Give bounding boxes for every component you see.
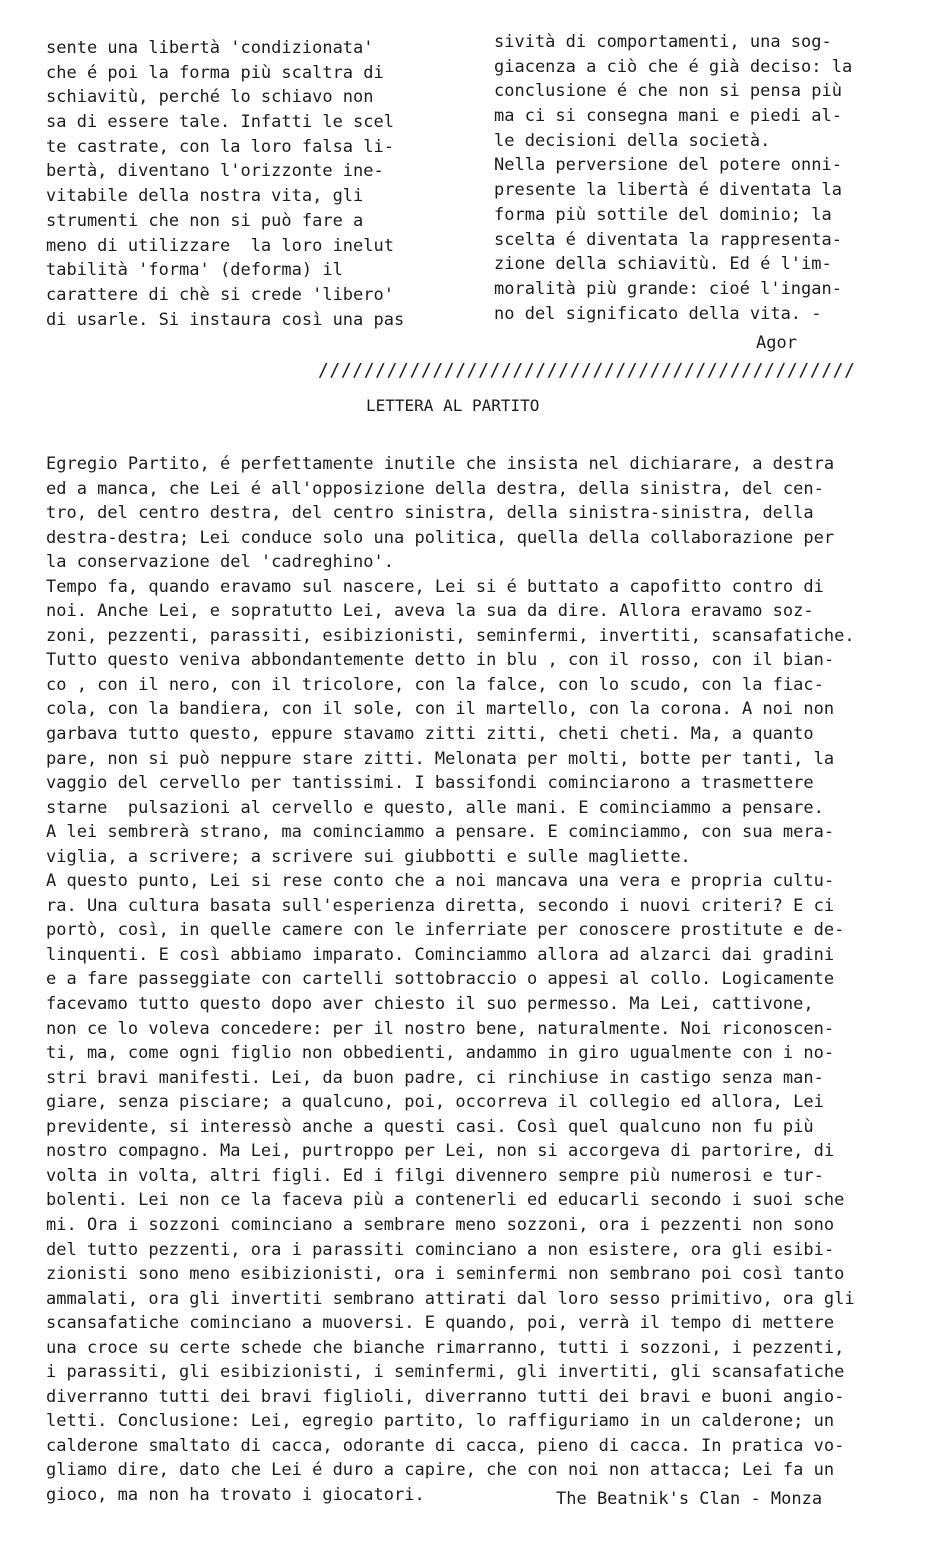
text-line: una croce su certe schede che bianche rimarranno, tutti i sozzoni, i pezzenti,	[46, 1337, 845, 1358]
text-line: ra. Una cultura basata sull'esperienza diretta, secondo i nuovi criteri? E ci	[46, 895, 835, 916]
text-line: scelta é diventata la rappresenta-	[494, 229, 842, 250]
text-line: mi. Ora i sozzoni cominciano a sembrare meno sozzoni, ora i pezzenti non sono	[46, 1214, 835, 1235]
text-line: calderone smaltato di cacca, odorante di cacca, pieno di cacca. In pratica vo-	[46, 1435, 845, 1456]
text-line: stri bravi manifesti. Lei, da buon padre, ci rinchiuse in castigo senza man-	[46, 1067, 824, 1088]
text-line: forma più sottile del dominio; la	[494, 204, 832, 225]
text-line: pare, non si può neppure stare zitti. Melonata per molti, botte per tanti, la	[46, 748, 835, 769]
text-line: nostro compagno. Ma Lei, purtroppo per Lei, non si accorgeva di partorire, di	[46, 1141, 835, 1162]
text-line: la conservazione del 'cadreghino'.	[46, 552, 394, 573]
text-line: ma ci si consegna mani e piedi al-	[494, 106, 842, 127]
text-line: Nella perversione del potere onni-	[494, 155, 842, 176]
text-line: Tempo fa, quando eravamo sul nascere, Lei si é buttato a capofitto contro di	[46, 576, 824, 597]
text-line: co , con il nero, con il tricolore, con la falce, con lo scudo, con la fiac-	[46, 674, 824, 695]
text-line: starne pulsazioni al cervello e questo, alle mani. E cominciammo a pensare.	[46, 797, 824, 818]
text-line: bertà, diventano l'orizzonte ine-	[46, 161, 384, 182]
letter-body	[46, 452, 926, 1508]
text-line: gliamo dire, dato che Lei é duro a capire, che con noi non attacca; Lei fa un	[46, 1460, 835, 1481]
text-line: strumenti che non si può fare a	[46, 210, 364, 231]
text-line: te castrate, con la loro falsa li-	[46, 136, 394, 157]
text-line: cola, con la bandiera, con il sole, con il martello, con la corona. A noi non	[46, 699, 835, 720]
text-line: diverranno tutti dei bravi figlioli, diverranno tutti dei bravi e buoni angio-	[46, 1386, 845, 1407]
text-line: A questo punto, Lei si rese conto che a noi mancava una vera e propria cultu-	[46, 871, 835, 892]
text-line: bolenti. Lei non ce la faceva più a contenerli ed educarli secondo i suoi sche	[46, 1190, 845, 1211]
text-line: zione della schiavitù. Ed é l'im-	[494, 254, 832, 275]
text-line: facevamo tutto questo dopo aver chiesto il suo permesso. Ma Lei, cattivone,	[46, 994, 814, 1015]
text-line: schiavitù, perché lo schiavo non	[46, 87, 374, 108]
text-line: destra-destra; Lei conduce solo una politica, quella della collaborazione per	[46, 527, 835, 548]
article-left-column	[46, 36, 456, 332]
text-line: e a fare passeggiate con cartelli sottobraccio o appesi al collo. Logicamente	[46, 969, 835, 990]
text-line: no del significato della vita. -	[494, 303, 822, 324]
text-line: noi. Anche Lei, e sopratutto Lei, aveva la sua da dire. Allora eravamo soz-	[46, 601, 814, 622]
text-line: non ce lo voleva concedere: per il nostro bene, naturalmente. Noi riconoscen-	[46, 1018, 835, 1039]
text-line: viglia, a scrivere; a scrivere sui giubbotti e sulle magliette.	[46, 846, 691, 867]
text-line: ti, ma, come ogni figlio non obbedienti, andammo in giro ugualmente con i no-	[46, 1043, 835, 1064]
article-right-column	[494, 30, 914, 326]
text-line: sa di essere tale. Infatti le scel	[46, 112, 394, 133]
text-line: giare, senza pisciare; a qualcuno, poi, occorreva il collegio ed allora, Lei	[46, 1092, 824, 1113]
text-line: A lei sembrerà strano, ma cominciammo a pensare. E cominciammo, con sua mera-	[46, 822, 835, 843]
text-line: letti. Conclusione: Lei, egregio partito, lo raffiguriamo in un calderone; un	[46, 1411, 835, 1432]
text-line: i parassiti, gli esibizionisti, i seminfermi, gli invertiti, gli scansafatiche	[46, 1362, 845, 1383]
text-line: portò, così, in quelle camere con le inferriate per conoscere prostitute e de-	[46, 920, 845, 941]
text-line: ed a manca, che Lei é all'opposizione della destra, della sinistra, del cen-	[46, 478, 824, 499]
text-line: linquenti. E così abbiamo imparato. Cominciammo allora ad alzarci dai gradini	[46, 944, 835, 965]
text-line: meno di utilizzare la loro inelut	[46, 235, 394, 256]
text-line: Tutto questo veniva abbondantemente detto in blu , con il rosso, con il bian-	[46, 650, 835, 671]
text-line: vitabile della nostra vita, gli	[46, 186, 364, 207]
text-line: le decisioni della società.	[494, 130, 771, 151]
text-line: carattere di chè si crede 'libero'	[46, 284, 394, 305]
text-line: sività di comportamenti, una sog-	[494, 32, 832, 52]
text-line: vaggio del cervello per tantissimi. I bassifondi cominciarono a trasmettere	[46, 773, 814, 794]
text-line: previdente, si interessò anche a questi casi. Così quel qualcuno non fu più	[46, 1116, 814, 1137]
text-line: di usarle. Si instaura così una pas	[46, 309, 405, 330]
text-line: Egregio Partito, é perfettamente inutile che insista nel dichiarare, a destra	[46, 454, 835, 474]
text-line: del tutto pezzenti, ora i parassiti cominciano a non esistere, ora gli esibi-	[46, 1239, 835, 1260]
text-line: conclusione é che non si pensa più	[494, 81, 842, 102]
text-line: volta in volta, altri figli. Ed i filgi divennero sempre più numerosi e tur-	[46, 1165, 824, 1186]
text-line: giacenza a ciò che é già deciso: la	[494, 56, 853, 77]
text-line: zionisti sono meno esibizionisti, ora i seminfermi non sembrano poi così tanto	[46, 1264, 845, 1285]
text-line: zoni, pezzenti, parassiti, esibizionisti, seminfermi, invertiti, scansafatiche.	[46, 625, 855, 646]
text-line: gioco, ma non ha trovato i giocatori.	[46, 1484, 425, 1505]
text-line: tro, del centro destra, del centro sinistra, della sinistra-sinistra, della	[46, 503, 814, 524]
text-line: tabilità 'forma' (deforma) il	[46, 260, 343, 281]
text-line: moralità più grande: cioé l'ingan-	[494, 278, 842, 299]
text-line: presente la libertà é diventata la	[494, 180, 842, 201]
letter-signature: The Beatnik's Clan - Monza	[556, 1489, 823, 1509]
text-line: che é poi la forma più scaltra di	[46, 62, 384, 83]
text-line: garbava tutto questo, eppure stavamo zitti zitti, cheti cheti. Ma, a quanto	[46, 724, 814, 745]
text-line: scansafatiche cominciano a muoversi. E quando, poi, verrà il tempo di mettere	[46, 1313, 835, 1334]
section-separator: ///////////////////////////////////////////////	[318, 360, 856, 381]
text-line: ammalati, ora gli invertiti sembrano attirati dal loro sesso primitivo, ora gli	[46, 1288, 855, 1309]
letter-title: LETTERA AL PARTITO	[366, 396, 540, 415]
text-line: sente una libertà 'condizionata'	[46, 38, 374, 58]
article-signature: Agor	[756, 333, 797, 353]
